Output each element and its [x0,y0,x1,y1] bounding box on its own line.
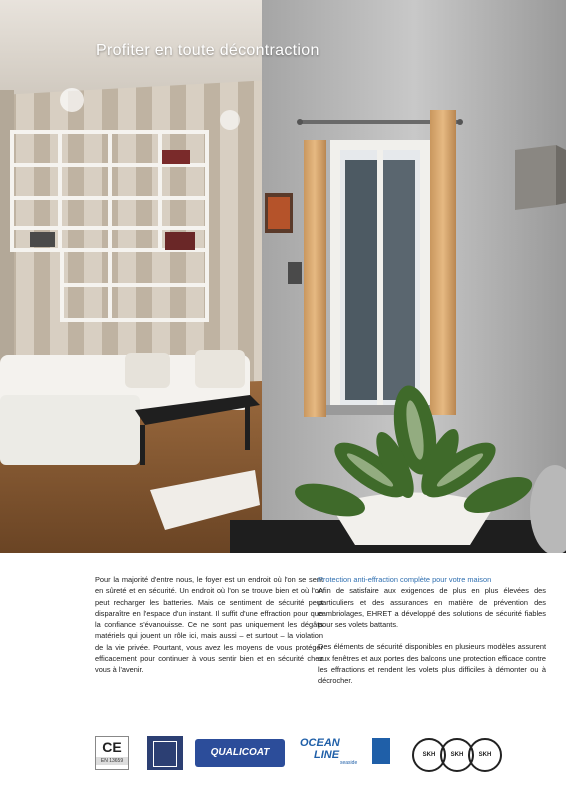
ocean-label: OCEAN [300,737,340,749]
ocean-tag: seaside [340,760,358,766]
left-column [95,574,323,687]
page-title: Profiter en toute décontraction [96,42,320,59]
right-column [318,574,546,698]
ce-mark: CE [102,739,122,755]
right-paragraph-2: Des éléments de sécurité disponibles en plusieurs modèles assurent aux fenêtres et aux portes des balcons une protection efficace contre les effractions et rendent les volets plus difficiles à démonter ou à décrocher. [318,642,546,686]
document-icon [372,738,390,764]
quality-seal-icon [147,736,183,770]
ocean-line-logo [300,736,395,770]
ce-norm: EN 13659 [96,757,128,765]
section-subtitle: Protection anti-effraction complète pour votre maison [318,575,492,584]
ce-logo [95,736,129,770]
seal-1-icon: SKH [412,738,446,772]
seal-3-icon: SKH [468,738,502,772]
line-label: LINE [314,749,340,761]
qualicoat-logo [195,739,285,767]
seal-2-icon: SKH [440,738,474,772]
intro-paragraph: Pour la majorité d'entre nous, le foyer est un endroit où l'on se sent en sûreté et en sécurité. Un endroit où l'on se trouve bien et où l'on peut recharger les batteries. Mais ce sentiment de sécurité peut disparaître en l'espace d'un instant. Il suffit d'une effraction pour que la confiance s'évanouisse. Ce ne sont pas uniquement les dégâts matériels qui jouent un rôle ici, mais aussi – et surtout – la violation de la vie privée. Pourtant, vous avez les moyens de vous protéger efficacement pour continuer à vous sentir bien et en sécurité chez vous à l'avenir. [95,575,323,675]
right-paragraph-1: Afin de satisfaire aux exigences de plus en plus élevées des particuliers et des assurances en matière de prévention des cambriolages, EHRET a développé des solutions de sécurité fiables pour ses volets battants. [318,586,546,630]
certification-logos [0,736,566,776]
qualicoat-label: QUALICOAT [210,747,270,758]
